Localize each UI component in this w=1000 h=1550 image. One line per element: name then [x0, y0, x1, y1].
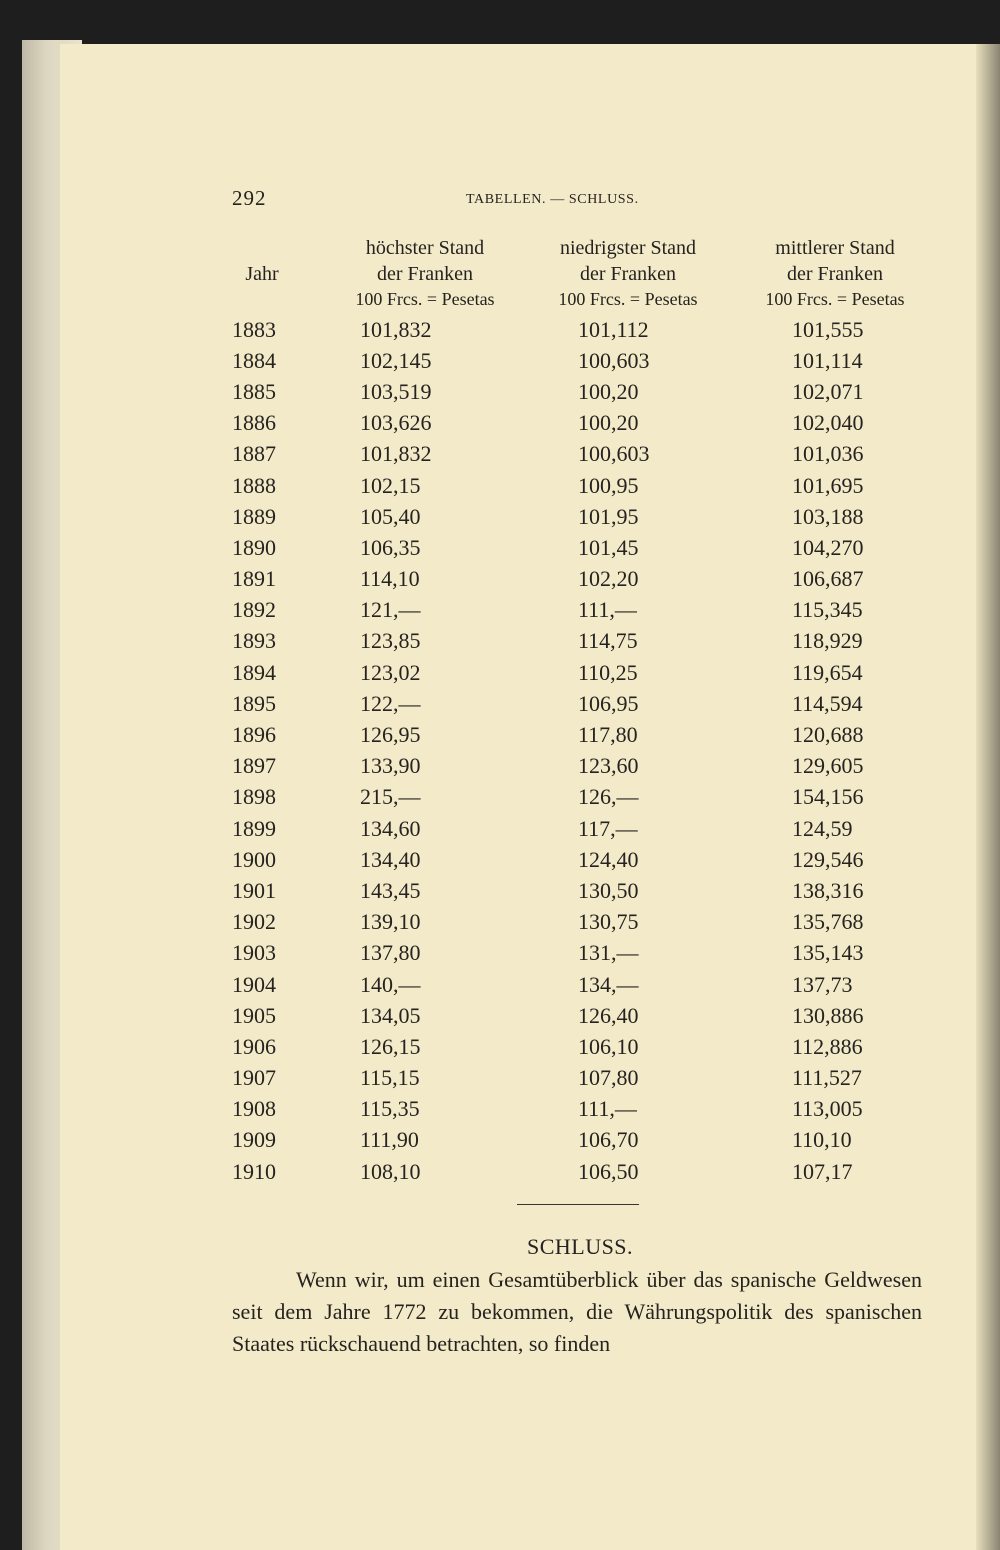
cell-mean: 138,316: [792, 877, 864, 903]
cell-low: 124,40: [578, 846, 639, 872]
cell-mean: 129,546: [792, 846, 864, 872]
cell-mean: 113,005: [792, 1096, 863, 1122]
cell-low: 100,603: [578, 441, 650, 467]
cell-high: 134,40: [360, 846, 421, 872]
running-head: TABELLEN. — SCHLUSS.: [466, 192, 639, 207]
cell-low: 106,50: [578, 1158, 639, 1184]
table-row: [232, 1125, 942, 1156]
cell-high: 134,60: [360, 815, 421, 841]
cell-year: 1910: [232, 1158, 276, 1184]
cell-high: 126,15: [360, 1033, 421, 1059]
cell-high: 123,85: [360, 628, 421, 654]
cell-year: 1900: [232, 846, 276, 872]
cell-low: 101,45: [578, 534, 639, 560]
cell-low: 100,20: [578, 378, 639, 404]
cell-year: 1908: [232, 1096, 276, 1122]
cell-year: 1884: [232, 347, 276, 373]
cell-year: 1891: [232, 566, 276, 592]
cell-year: 1907: [232, 1065, 276, 1091]
cell-mean: 106,687: [792, 566, 864, 592]
header-year: Jahr: [245, 263, 279, 285]
cell-high: 115,35: [360, 1096, 420, 1122]
cell-high: 139,10: [360, 909, 421, 935]
cell-high: 114,10: [360, 566, 420, 592]
cell-year: 1885: [232, 378, 276, 404]
cell-mean: 119,654: [792, 659, 863, 685]
cell-year: 1895: [232, 690, 276, 716]
cell-high: 122,—: [360, 690, 421, 716]
cell-year: 1896: [232, 722, 276, 748]
header-mean-line3: 100 Frcs. = Pesetas: [765, 289, 905, 309]
cell-mean: 101,695: [792, 472, 864, 498]
cell-year: 1889: [232, 503, 276, 529]
table-row: [232, 626, 942, 657]
table-row: [232, 564, 942, 595]
cell-low: 100,603: [578, 347, 650, 373]
cell-low: 130,75: [578, 909, 639, 935]
exchange-rate-table: [232, 314, 942, 1187]
cell-year: 1890: [232, 534, 276, 560]
table-row: [232, 719, 942, 750]
cell-year: 1905: [232, 1002, 276, 1028]
cell-low: 106,10: [578, 1033, 639, 1059]
cell-high: 101,832: [360, 316, 432, 342]
cell-high: 123,02: [360, 659, 421, 685]
cell-year: 1902: [232, 909, 276, 935]
cell-mean: 103,188: [792, 503, 864, 529]
table-row: [232, 439, 942, 470]
body-paragraph: [232, 1264, 922, 1360]
cell-high: 111,90: [360, 1127, 419, 1153]
cell-mean: 112,886: [792, 1033, 863, 1059]
cell-mean: 130,886: [792, 1002, 864, 1028]
table-row: [232, 1063, 942, 1094]
cell-year: 1892: [232, 597, 276, 623]
exchange-rate-table-body: [232, 314, 942, 1187]
cell-mean: 115,345: [792, 597, 863, 623]
cell-year: 1898: [232, 784, 276, 810]
table-row: [232, 470, 942, 501]
cell-high: 121,—: [360, 597, 421, 623]
cell-low: 111,—: [578, 597, 637, 623]
cell-low: 126,40: [578, 1002, 639, 1028]
cell-high: 105,40: [360, 503, 421, 529]
cell-mean: 154,156: [792, 784, 864, 810]
cell-mean: 120,688: [792, 722, 864, 748]
table-row: [232, 532, 942, 563]
cell-mean: 102,040: [792, 410, 864, 436]
page-number: 292: [232, 186, 267, 210]
cell-mean: 111,527: [792, 1065, 862, 1091]
cell-high: 133,90: [360, 753, 421, 779]
cell-low: 101,95: [578, 503, 639, 529]
table-row: [232, 813, 942, 844]
cell-low: 114,75: [578, 628, 638, 654]
header-high-line1: höchster Stand: [365, 237, 485, 259]
section-divider: [517, 1204, 639, 1205]
cell-year: 1894: [232, 659, 276, 685]
table-row: [232, 907, 942, 938]
cell-low: 117,—: [578, 815, 638, 841]
header-low-line1: niedrigster Stand: [559, 237, 697, 259]
cell-high: 143,45: [360, 877, 421, 903]
section-title: SCHLUSS.: [526, 1234, 634, 1259]
cell-year: 1899: [232, 815, 276, 841]
table-row: [232, 408, 942, 439]
cell-year: 1901: [232, 877, 276, 903]
cell-mean: 107,17: [792, 1158, 853, 1184]
cell-high: 140,—: [360, 971, 421, 997]
cell-low: 107,80: [578, 1065, 639, 1091]
cell-mean: 114,594: [792, 690, 863, 716]
table-row: [232, 376, 942, 407]
header-low-line2: der Franken: [579, 263, 677, 285]
cell-year: 1904: [232, 971, 276, 997]
cell-high: 106,35: [360, 534, 421, 560]
cell-year: 1909: [232, 1127, 276, 1153]
table-row: [232, 314, 942, 345]
cell-low: 130,50: [578, 877, 639, 903]
cell-mean: 118,929: [792, 628, 863, 654]
cell-low: 134,—: [578, 971, 639, 997]
cell-low: 117,80: [578, 722, 638, 748]
cell-high: 137,80: [360, 940, 421, 966]
table-row: [232, 969, 942, 1000]
cell-high: 108,10: [360, 1158, 421, 1184]
header-mean-line1: mittlerer Stand: [775, 237, 895, 259]
cell-mean: 124,59: [792, 815, 853, 841]
cell-high: 102,145: [360, 347, 432, 373]
table-row: [232, 1094, 942, 1125]
cell-high: 126,95: [360, 722, 421, 748]
cell-year: 1906: [232, 1033, 276, 1059]
cell-mean: 104,270: [792, 534, 864, 560]
cell-mean: 101,114: [792, 347, 863, 373]
cell-year: 1886: [232, 410, 276, 436]
cell-mean: 135,768: [792, 909, 864, 935]
cell-low: 100,20: [578, 410, 639, 436]
cell-low: 106,95: [578, 690, 639, 716]
cell-year: 1903: [232, 940, 276, 966]
table-row: [232, 1000, 942, 1031]
cell-low: 106,70: [578, 1127, 639, 1153]
cell-mean: 110,10: [792, 1127, 852, 1153]
header-low-line3: 100 Frcs. = Pesetas: [558, 289, 698, 309]
cell-year: 1893: [232, 628, 276, 654]
header-high-line3: 100 Frcs. = Pesetas: [355, 289, 495, 309]
page-gutter-shadow: [976, 44, 1000, 1550]
table-row: [232, 1156, 942, 1187]
table-row: [232, 501, 942, 532]
cell-year: 1897: [232, 753, 276, 779]
cell-mean: 137,73: [792, 971, 853, 997]
table-row: [232, 782, 942, 813]
cell-low: 111,—: [578, 1096, 637, 1122]
cell-mean: 129,605: [792, 753, 864, 779]
cell-high: 101,832: [360, 441, 432, 467]
table-row: [232, 657, 942, 688]
paragraph-text: Wenn wir, um einen Gesamtüberblick über das spanische Geldwesen seit dem Jahre 1772 zu bekommen, die Währungspolitik des spanischen Staates rückschauend betrachten, so finden: [232, 1267, 922, 1356]
table-row: [232, 751, 942, 782]
table-row: [232, 875, 942, 906]
cell-high: 103,519: [360, 378, 432, 404]
cell-mean: 101,036: [792, 441, 864, 467]
table-row: [232, 844, 942, 875]
cell-year: 1888: [232, 472, 276, 498]
cell-low: 102,20: [578, 566, 639, 592]
cell-mean: 135,143: [792, 940, 864, 966]
cell-low: 126,—: [578, 784, 639, 810]
cell-year: 1887: [232, 441, 276, 467]
table-row: [232, 938, 942, 969]
cell-low: 131,—: [578, 940, 639, 966]
cell-high: 102,15: [360, 472, 421, 498]
cell-year: 1883: [232, 316, 276, 342]
table-row: [232, 345, 942, 376]
header-mean-line2: der Franken: [786, 263, 884, 285]
cell-low: 101,112: [578, 316, 649, 342]
cell-high: 215,—: [360, 784, 421, 810]
table-row: [232, 688, 942, 719]
cell-low: 123,60: [578, 753, 639, 779]
header-high-line2: der Franken: [376, 263, 474, 285]
cell-low: 100,95: [578, 472, 639, 498]
cell-high: 115,15: [360, 1065, 420, 1091]
cell-high: 103,626: [360, 410, 432, 436]
cell-mean: 101,555: [792, 316, 864, 342]
table-row: [232, 1031, 942, 1062]
cell-high: 134,05: [360, 1002, 421, 1028]
table-row: [232, 595, 942, 626]
cell-mean: 102,071: [792, 378, 864, 404]
cell-low: 110,25: [578, 659, 638, 685]
